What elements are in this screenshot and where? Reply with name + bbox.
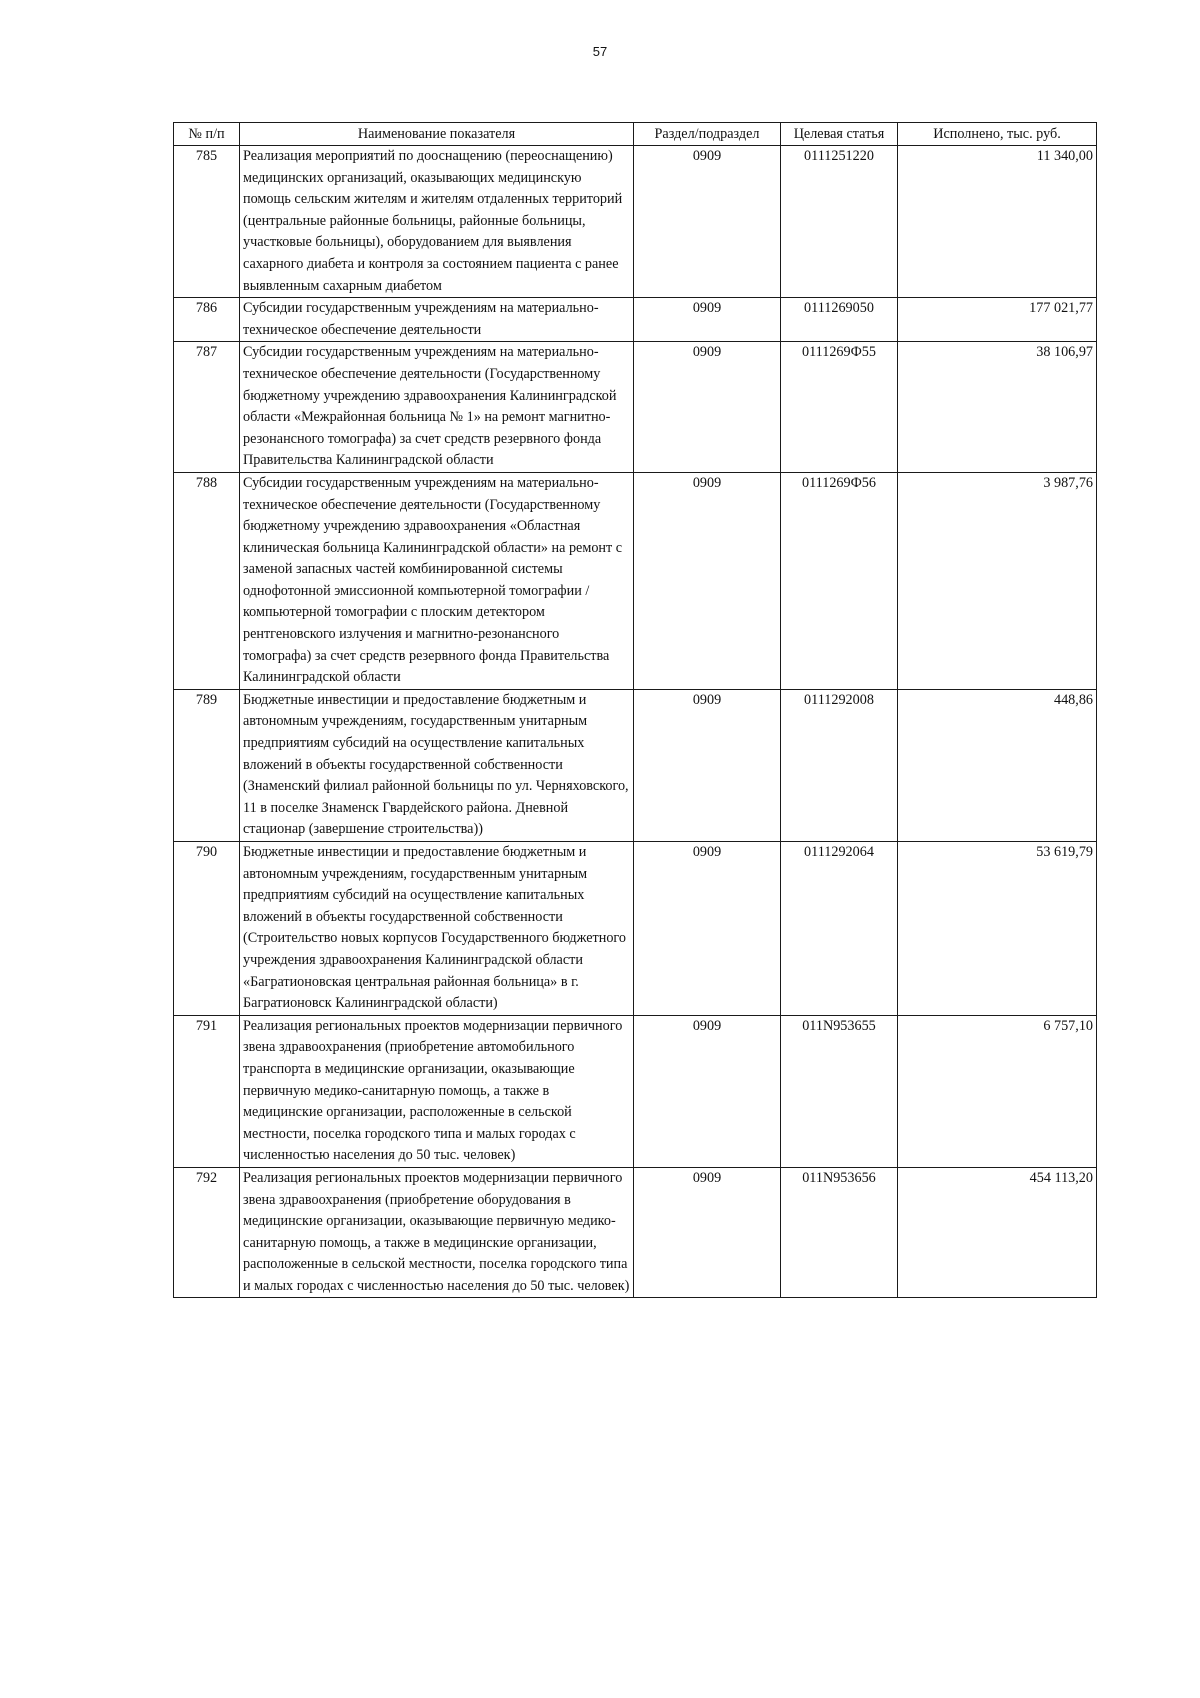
row-number: 792 <box>174 1167 240 1298</box>
row-number: 787 <box>174 342 240 473</box>
section-code: 0909 <box>634 146 781 298</box>
header-target: Целевая статья <box>781 123 898 146</box>
executed-amount: 3 987,76 <box>898 472 1097 689</box>
header-name: Наименование показателя <box>240 123 634 146</box>
budget-table <box>173 122 1097 1298</box>
row-number: 785 <box>174 146 240 298</box>
indicator-name: Реализация региональных проектов модернизации первичного звена здравоохранения (приобретение оборудования в медицинские организации, оказывающие первичную медико-санитарную помощь, а также в медицинские организации, расположенные в сельской местности, поселка городского типа и малых городах с численностью населения до 50 тыс. человек) <box>240 1167 634 1298</box>
target-article: 011N953655 <box>781 1015 898 1167</box>
indicator-name: Бюджетные инвестиции и предоставление бюджетным и автономным учреждениям, государственным унитарным предприятиям субсидий на осуществление капитальных вложений в объекты государственной собственности (Знаменский филиал районной больницы по ул. Черняховского, 11 в поселке Знаменск Гвардейского района. Дневной стационар (завершение строительства)) <box>240 689 634 841</box>
executed-amount: 53 619,79 <box>898 842 1097 1016</box>
row-number: 791 <box>174 1015 240 1167</box>
section-code: 0909 <box>634 842 781 1016</box>
row-number: 788 <box>174 472 240 689</box>
header-section: Раздел/подраздел <box>634 123 781 146</box>
indicator-name: Субсидии государственным учреждениям на материально-техническое обеспечение деятельности <box>240 298 634 342</box>
executed-amount: 448,86 <box>898 689 1097 841</box>
target-article: 0111251220 <box>781 146 898 298</box>
header-num: № п/п <box>174 123 240 146</box>
target-article: 0111292064 <box>781 842 898 1016</box>
section-code: 0909 <box>634 298 781 342</box>
table-header-row <box>174 123 1097 146</box>
executed-amount: 38 106,97 <box>898 342 1097 473</box>
table-row <box>174 1015 1097 1167</box>
row-number: 786 <box>174 298 240 342</box>
header-amount: Исполнено, тыс. руб. <box>898 123 1097 146</box>
row-number: 789 <box>174 689 240 841</box>
target-article: 0111292008 <box>781 689 898 841</box>
target-article: 0111269Ф56 <box>781 472 898 689</box>
target-article: 0111269Ф55 <box>781 342 898 473</box>
executed-amount: 177 021,77 <box>898 298 1097 342</box>
section-code: 0909 <box>634 689 781 841</box>
table-row <box>174 842 1097 1016</box>
page-number: 57 <box>592 44 608 59</box>
section-code: 0909 <box>634 342 781 473</box>
section-code: 0909 <box>634 472 781 689</box>
indicator-name: Реализация мероприятий по дооснащению (переоснащению) медицинских организаций, оказывающих медицинскую помощь сельским жителям и жителям отдаленных территорий (центральные районные больницы, районные больницы, участковые больницы), оборудованием для выявления сахарного диабета и контроля за состоянием пациента с ранее выявленным сахарным диабетом <box>240 146 634 298</box>
section-code: 0909 <box>634 1015 781 1167</box>
table-row <box>174 689 1097 841</box>
target-article: 011N953656 <box>781 1167 898 1298</box>
executed-amount: 6 757,10 <box>898 1015 1097 1167</box>
table-row <box>174 146 1097 298</box>
table-row <box>174 472 1097 689</box>
executed-amount: 11 340,00 <box>898 146 1097 298</box>
table-row <box>174 298 1097 342</box>
table-row <box>174 1167 1097 1298</box>
executed-amount: 454 113,20 <box>898 1167 1097 1298</box>
indicator-name: Бюджетные инвестиции и предоставление бюджетным и автономным учреждениям, государственным унитарным предприятиям субсидий на осуществление капитальных вложений в объекты государственной собственности (Строительство новых корпусов Государственного бюджетного учреждения здравоохранения Калининградской области «Багратионовская центральная районная больница» в г. Багратионовск Калининградской области) <box>240 842 634 1016</box>
indicator-name: Субсидии государственным учреждениям на материально-техническое обеспечение деятельности (Государственному бюджетному учреждению здравоохранения Калининградской области «Межрайонная больница № 1» на ремонт магнитно-резонансного томографа) за счет средств резервного фонда Правительства Калининградской области <box>240 342 634 473</box>
section-code: 0909 <box>634 1167 781 1298</box>
indicator-name: Субсидии государственным учреждениям на материально-техническое обеспечение деятельности (Государственному бюджетному учреждению здравоохранения «Областная клиническая больница Калининградской области» на ремонт с заменой запасных частей комбинированной системы однофотонной эмиссионной компьютерной томографии / компьютерной томографии с плоским детектором рентгеновского излучения и магнитно-резонансного томографа) за счет средств резервного фонда Правительства Калининградской области <box>240 472 634 689</box>
row-number: 790 <box>174 842 240 1016</box>
indicator-name: Реализация региональных проектов модернизации первичного звена здравоохранения (приобретение автомобильного транспорта в медицинские организации, оказывающие первичную медико-санитарную помощь, а также в медицинские организации, расположенные в сельской местности, поселка городского типа и малых городах с численностью населения до 50 тыс. человек) <box>240 1015 634 1167</box>
target-article: 0111269050 <box>781 298 898 342</box>
table-row <box>174 342 1097 473</box>
